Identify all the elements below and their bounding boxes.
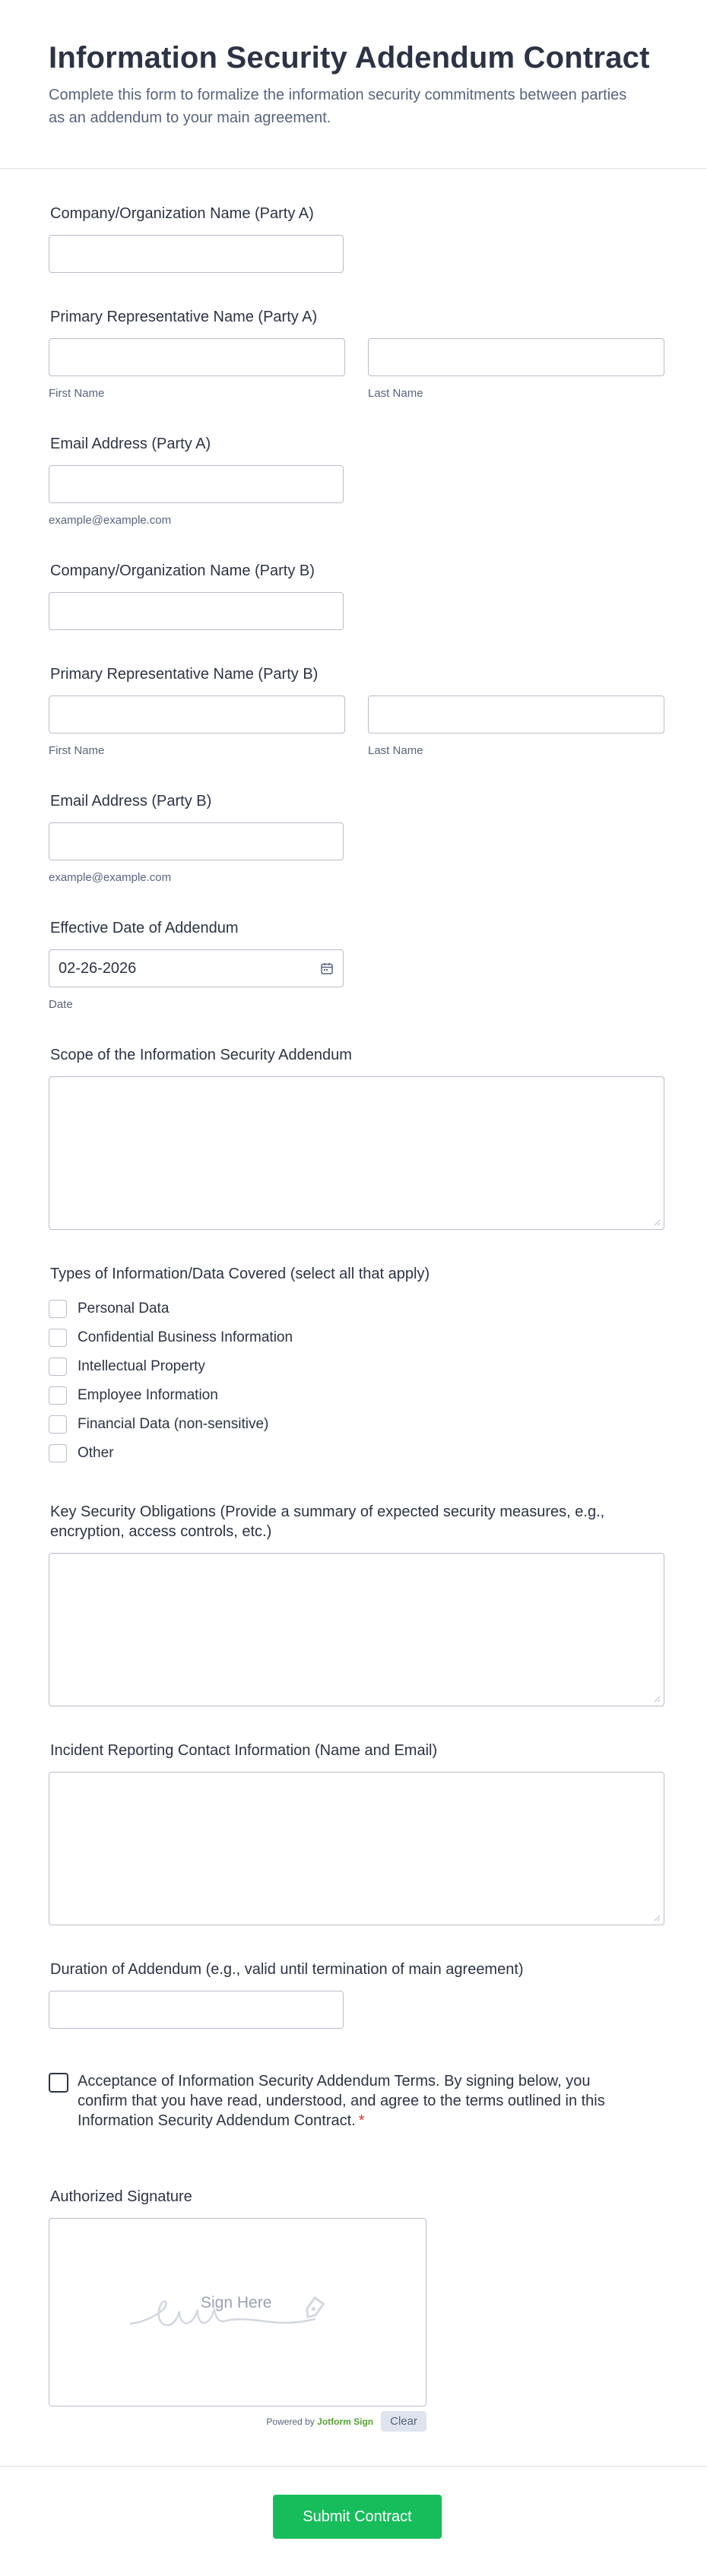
effective-date-field	[49, 918, 658, 1011]
duration-input[interactable]	[49, 1991, 344, 2029]
checkbox-option[interactable]	[49, 1323, 658, 1352]
rep-a-last-sublabel: Last Name	[368, 387, 423, 400]
submit-button[interactable]: Submit Contract	[273, 2495, 442, 2539]
acceptance-checkbox[interactable]	[49, 2073, 68, 2093]
rep-b-first-sublabel: First Name	[49, 744, 105, 757]
page-subtitle: Complete this form to formalize the information security commitments between parties as an addendum to your main agreement.	[49, 87, 627, 126]
calendar-icon[interactable]	[320, 962, 334, 975]
checkbox[interactable]	[49, 1386, 67, 1405]
data-types-label: Types of Information/Data Covered (select all that apply)	[50, 1266, 430, 1282]
data-types-options	[49, 1294, 658, 1468]
clear-signature-button[interactable]: Clear	[381, 2411, 426, 2432]
data-types-field	[49, 1264, 658, 1468]
scope-field	[49, 1045, 658, 1230]
checkbox-label: Confidential Business Information	[78, 1329, 293, 1345]
company-b-input[interactable]	[49, 592, 344, 630]
email-b-field	[49, 791, 658, 884]
email-a-sublabel: example@example.com	[49, 514, 172, 527]
duration-label: Duration of Addendum (e.g., valid until termination of main agreement)	[50, 1961, 524, 1978]
rep-b-last-input[interactable]	[368, 695, 664, 734]
resize-handle-icon[interactable]	[653, 1218, 661, 1226]
duration-field	[49, 1960, 658, 2029]
checkbox[interactable]	[49, 1358, 67, 1376]
form-footer	[0, 2466, 707, 2576]
checkbox[interactable]	[49, 1329, 67, 1347]
form-body	[0, 204, 707, 2432]
powered-prefix: Powered by	[266, 2416, 315, 2427]
resize-handle-icon[interactable]	[653, 1695, 661, 1703]
checkbox-label: Personal Data	[78, 1301, 170, 1317]
checkbox-label: Intellectual Property	[78, 1358, 205, 1374]
checkbox[interactable]	[49, 1300, 67, 1318]
obligations-field	[49, 1502, 658, 1706]
company-b-label: Company/Organization Name (Party B)	[50, 562, 315, 579]
company-a-label: Company/Organization Name (Party A)	[50, 205, 314, 222]
obligations-textarea[interactable]	[49, 1553, 664, 1706]
checkbox-option[interactable]	[49, 1294, 658, 1323]
signature-pad[interactable]	[49, 2218, 426, 2406]
checkbox-label: Other	[78, 1445, 114, 1461]
incident-textarea[interactable]	[49, 1772, 664, 1925]
form-header	[0, 0, 707, 169]
effective-date-sublabel: Date	[49, 998, 73, 1011]
email-b-label: Email Address (Party B)	[50, 793, 212, 810]
checkbox-option[interactable]	[49, 1381, 658, 1410]
page-title: Information Security Addendum Contract	[49, 41, 650, 74]
incident-label: Incident Reporting Contact Information (Name and Email)	[50, 1742, 438, 1759]
checkbox-option[interactable]	[49, 1352, 658, 1381]
powered-by	[266, 2416, 373, 2427]
checkbox[interactable]	[49, 1415, 67, 1434]
signature-footer	[49, 2411, 426, 2432]
rep-a-last-input[interactable]	[368, 338, 664, 376]
effective-date-label: Effective Date of Addendum	[50, 920, 239, 936]
rep-b-last-sublabel: Last Name	[368, 744, 423, 757]
checkbox-label: Employee Information	[78, 1387, 218, 1403]
acceptance-field	[49, 2071, 658, 2131]
incident-field	[49, 1741, 658, 1925]
acceptance-label: Acceptance of Information Security Addendum Terms. By signing below, you confirm that you have read, understood, and agree to the terms outlined in this Information Security Addendum Contract.	[78, 2073, 605, 2129]
scope-label: Scope of the Information Security Addendum	[50, 1047, 352, 1063]
obligations-label: Key Security Obligations (Provide a summary of expected security measures, e.g., encryption, access controls, etc.)	[50, 1503, 605, 1540]
effective-date-input[interactable]	[49, 949, 344, 987]
company-b-field	[49, 561, 658, 630]
company-a-input[interactable]	[49, 235, 344, 273]
effective-date-value: 02-26-2026	[59, 959, 137, 977]
signature-hint: Sign Here	[201, 2294, 272, 2311]
rep-a-first-sublabel: First Name	[49, 387, 105, 400]
scope-textarea[interactable]	[49, 1076, 664, 1230]
email-b-input[interactable]	[49, 822, 344, 860]
required-mark: *	[358, 2112, 365, 2129]
signature-field	[49, 2187, 658, 2432]
powered-brand: Jotform Sign	[317, 2416, 374, 2427]
rep-a-first-input[interactable]	[49, 338, 345, 376]
checkbox-option[interactable]	[49, 1439, 658, 1468]
email-a-input[interactable]	[49, 465, 344, 503]
signature-label: Authorized Signature	[50, 2188, 192, 2205]
rep-b-first-input[interactable]	[49, 695, 345, 734]
email-a-field	[49, 434, 658, 527]
company-a-field	[49, 204, 658, 273]
checkbox-label: Financial Data (non-sensitive)	[78, 1416, 269, 1432]
resize-handle-icon[interactable]	[653, 1914, 661, 1922]
email-b-sublabel: example@example.com	[49, 871, 172, 884]
rep-a-label: Primary Representative Name (Party A)	[50, 309, 318, 325]
rep-a-field	[49, 307, 658, 400]
checkbox[interactable]	[49, 1444, 67, 1462]
rep-b-field	[49, 664, 658, 757]
checkbox-option[interactable]	[49, 1410, 658, 1439]
acceptance-text	[78, 2071, 636, 2131]
rep-b-label: Primary Representative Name (Party B)	[50, 666, 319, 683]
email-a-label: Email Address (Party A)	[50, 436, 211, 452]
